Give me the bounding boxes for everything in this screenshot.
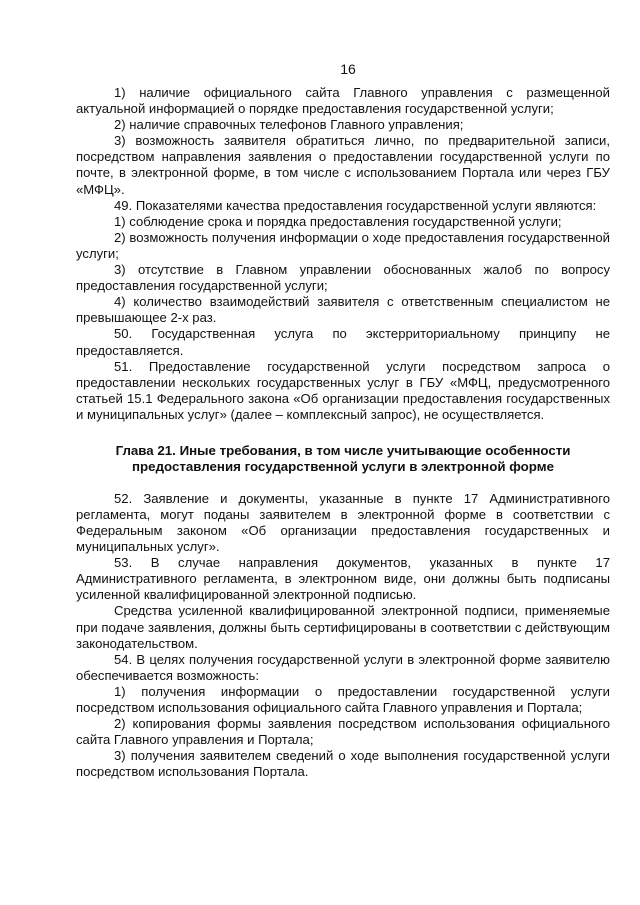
paragraph: Средства усиленной квалифицированной электронной подписи, применяемые при подаче заявления, должны быть сертифицированы в соответствии с действующим законодательством. (76, 603, 610, 651)
section-quality-indicators (76, 85, 610, 423)
paragraph: 54. В целях получения государственной услуги в электронной форме заявителю обеспечивается возможность: (76, 651, 610, 683)
paragraph: 1) наличие официального сайта Главного управления с размещенной актуальной информацией о порядке предоставления государственной услуги; (76, 85, 610, 117)
paragraph: 51. Предоставление государственной услуги посредством запроса о предоставлении нескольких государственных услуг в ГБУ «МФЦ, предусмотренного статьей 15.1 Федерального закона «Об организации предоставления государственных и муниципальных услуг» (далее – комплексный запрос), не осуществляется. (76, 358, 610, 422)
paragraph: 52. Заявление и документы, указанные в пункте 17 Административного регламента, могут поданы заявителем в электронной форме в соответствии с Федеральным законом «Об организации предоставления государственных и муниципальных услуг». (76, 490, 610, 555)
chapter-heading-line: предоставления государственной услуги в электронной форме (132, 459, 554, 475)
section-electronic-form (76, 491, 610, 781)
paragraph: 49. Показателями качества предоставления государственной услуги являются: (114, 197, 597, 213)
paragraph: 3) получения заявителем сведений о ходе выполнения государственной услуги посредством использования Портала. (76, 748, 610, 780)
chapter-heading (76, 443, 610, 476)
paragraph: 1) соблюдение срока и порядка предоставления государственной услуги; (114, 213, 562, 229)
page-number: 16 (340, 61, 356, 77)
paragraph: 2) возможность получения информации о ходе предоставления государственной услуги; (76, 229, 610, 261)
paragraph: 3) отсутствие в Главном управлении обоснованных жалоб по вопросу предоставления государственной услуги; (76, 262, 610, 294)
paragraph: 3) возможность заявителя обратиться лично, по предварительной записи, посредством направления заявления о предоставлении государственной услуги по почте, в электронной форме, в том числе с использованием Портала или через ГБУ «МФЦ». (76, 133, 610, 197)
paragraph: 1) получения информации о предоставлении государственной услуги посредством использования официального сайта Главного управления и Портала; (76, 683, 610, 715)
paragraph: 50. Государственная услуга по экстерриториальному принципу не предоставляется. (76, 326, 610, 358)
paragraph: 2) наличие справочных телефонов Главного управления; (114, 117, 464, 133)
paragraph: 2) копирования формы заявления посредством использования официального сайта Главного управления и Портала; (76, 716, 610, 748)
chapter-heading-line: Глава 21. Иные требования, в том числе учитывающие особенности (115, 442, 571, 458)
paragraph: 4) количество взаимодействий заявителя с ответственным специалистом не превышающее 2-х раз. (76, 294, 610, 326)
paragraph: 53. В случае направления документов, указанных в пункте 17 Административного регламента, в электронном виде, они должны быть подписаны усиленной квалифицированной электронной подписью. (76, 555, 610, 603)
